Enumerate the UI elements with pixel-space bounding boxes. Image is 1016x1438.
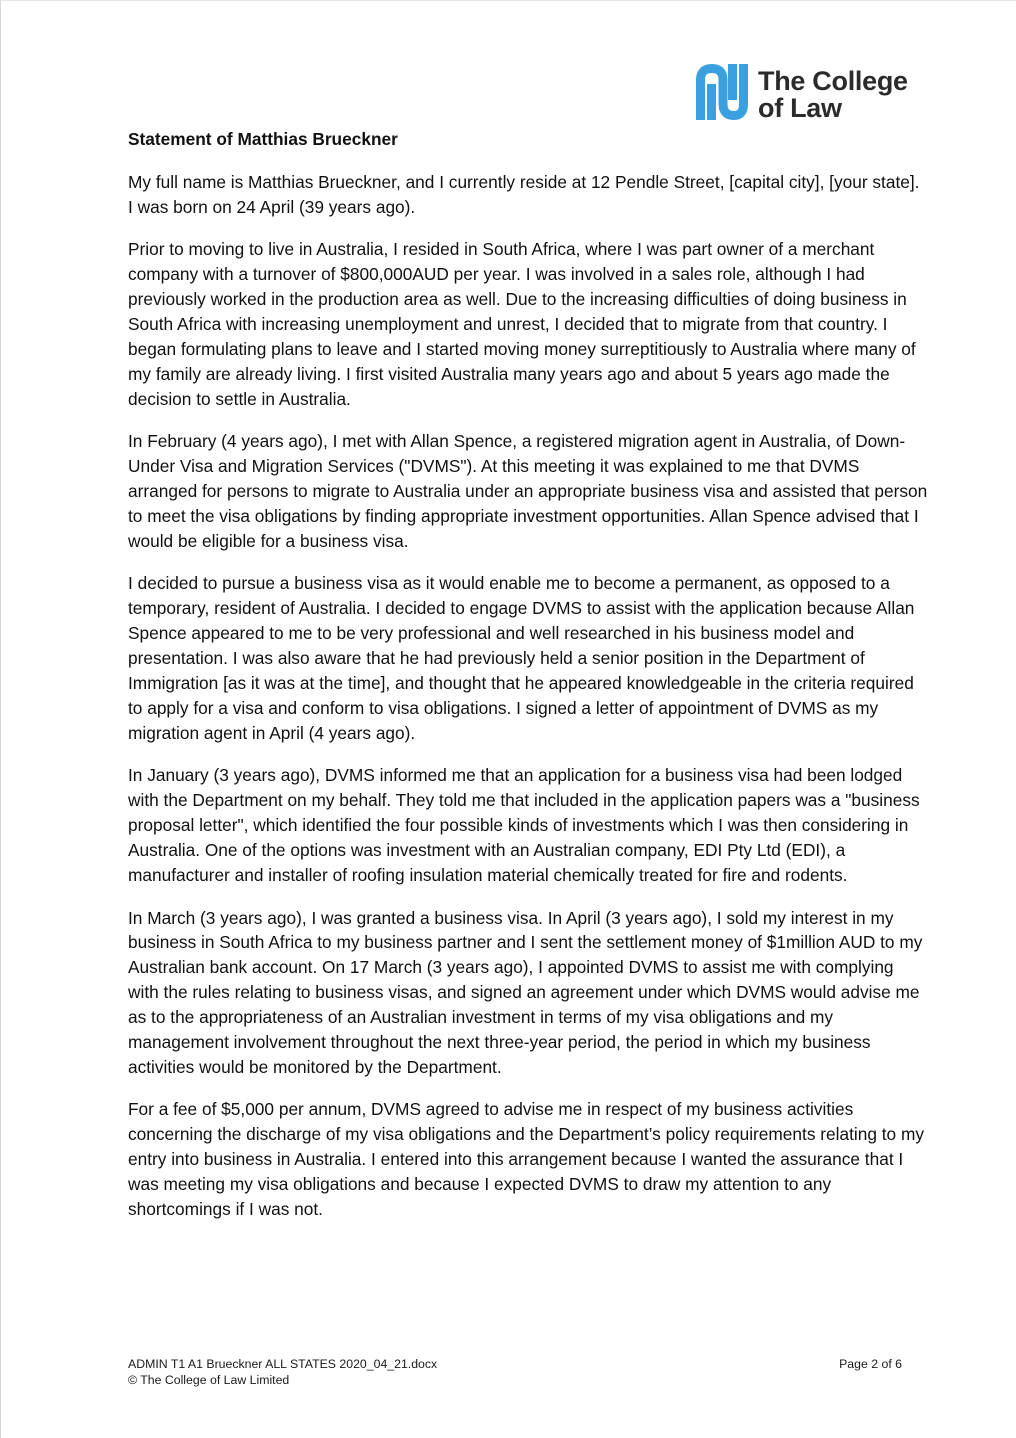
paragraph-1: My full name is Matthias Brueckner, and I currently reside at 12 Pendle Street, [capital city], [your state]. I was born on 24 April (39 years ago). — [128, 172, 920, 217]
page-number: Page 2 of 6 — [839, 1357, 902, 1371]
paragraph-4: I decided to pursue a business visa as it would enable me to become a permanent, as opposed to a temporary, resident of Australia. I decided to engage DVMS to assist with the application because Allan Spence appeared to me to be very professional and well researched in his business model and presentation. I was also aware that he had previously held a senior position in the Department of Immigration [as it was at the time], and thought that he appeared knowledgeable in the criteria required to apply for a visa and conform to visa obligations. I signed a letter of appointment of DVMS as my migration agent in April (4 years ago). — [128, 573, 915, 743]
college-of-law-logo — [694, 62, 914, 124]
logo-line-2: of Law — [758, 93, 842, 123]
document-title: Statement of Matthias Brueckner — [128, 129, 398, 149]
page-footer — [128, 1356, 902, 1388]
document-body — [128, 127, 928, 1240]
college-logo-wordmark — [758, 68, 908, 122]
footer-filename: ADMIN T1 A1 Brueckner ALL STATES 2020_04_21.docx — [128, 1357, 438, 1371]
paragraph-2: Prior to moving to live in Australia, I resided in South Africa, where I was part owner of a merchant company with a turnover of $800,000AUD per year. I was involved in a sales role, although I had previously worked in the production area as well. Due to the increasing difficulties of doing business in South Africa with increasing unemployment and unrest, I decided that to migrate from that country. I began formulating plans to leave and I started moving money surreptitiously to Australia where many of my family are already living. I first visited Australia many years ago and about 5 years ago made the decision to settle in Australia. — [128, 239, 916, 409]
paragraph-5: In January (3 years ago), DVMS informed me that an application for a business visa had been lodged with the Department on my behalf. They told me that included in the application papers was a "business proposal letter", which identified the four possible kinds of investments which I was then considering in Australia. One of the options was investment with an Australian company, EDI Pty Ltd (EDI), a manufacturer and installer of roofing insulation material chemically treated for fire and rodents. — [128, 765, 920, 886]
footer-copyright: © The College of Law Limited — [128, 1373, 290, 1387]
paragraph-7: For a fee of $5,000 per annum, DVMS agreed to advise me in respect of my business activities concerning the discharge of my visa obligations and the Department’s policy requirements relating to my entry into business in Australia. I entered into this arrangement because I wanted the assurance that I was meeting my visa obligations and because I expected DVMS to draw my attention to any shortcomings if I was not. — [128, 1099, 924, 1220]
logo-line-1: The College — [758, 66, 908, 96]
paragraph-3: In February (4 years ago), I met with Allan Spence, a registered migration agent in Australia, of Down-Under Visa and Migration Services ("DVMS"). At this meeting it was explained to me that DVMS arranged for persons to migrate to Australia under an appropriate business visa and assisted that person to meet the visa obligations by finding appropriate investment opportunities. Allan Spence advised that I would be eligible for a business visa. — [128, 431, 928, 551]
college-logo-icon — [694, 62, 750, 122]
paragraph-6: In March (3 years ago), I was granted a business visa. In April (3 years ago), I sold my interest in my business in South Africa to my business partner and I sent the settlement money of $1million AUD to my Australian bank account. On 17 March (3 years ago), I appointed DVMS to assist me with complying with the rules relating to business visas, and signed an agreement under which DVMS would advise me as to the appropriateness of an Australian investment in terms of my visa obligations and my management involvement throughout the next three-year period, the period in which my business activities would be monitored by the Department. — [128, 907, 923, 1077]
